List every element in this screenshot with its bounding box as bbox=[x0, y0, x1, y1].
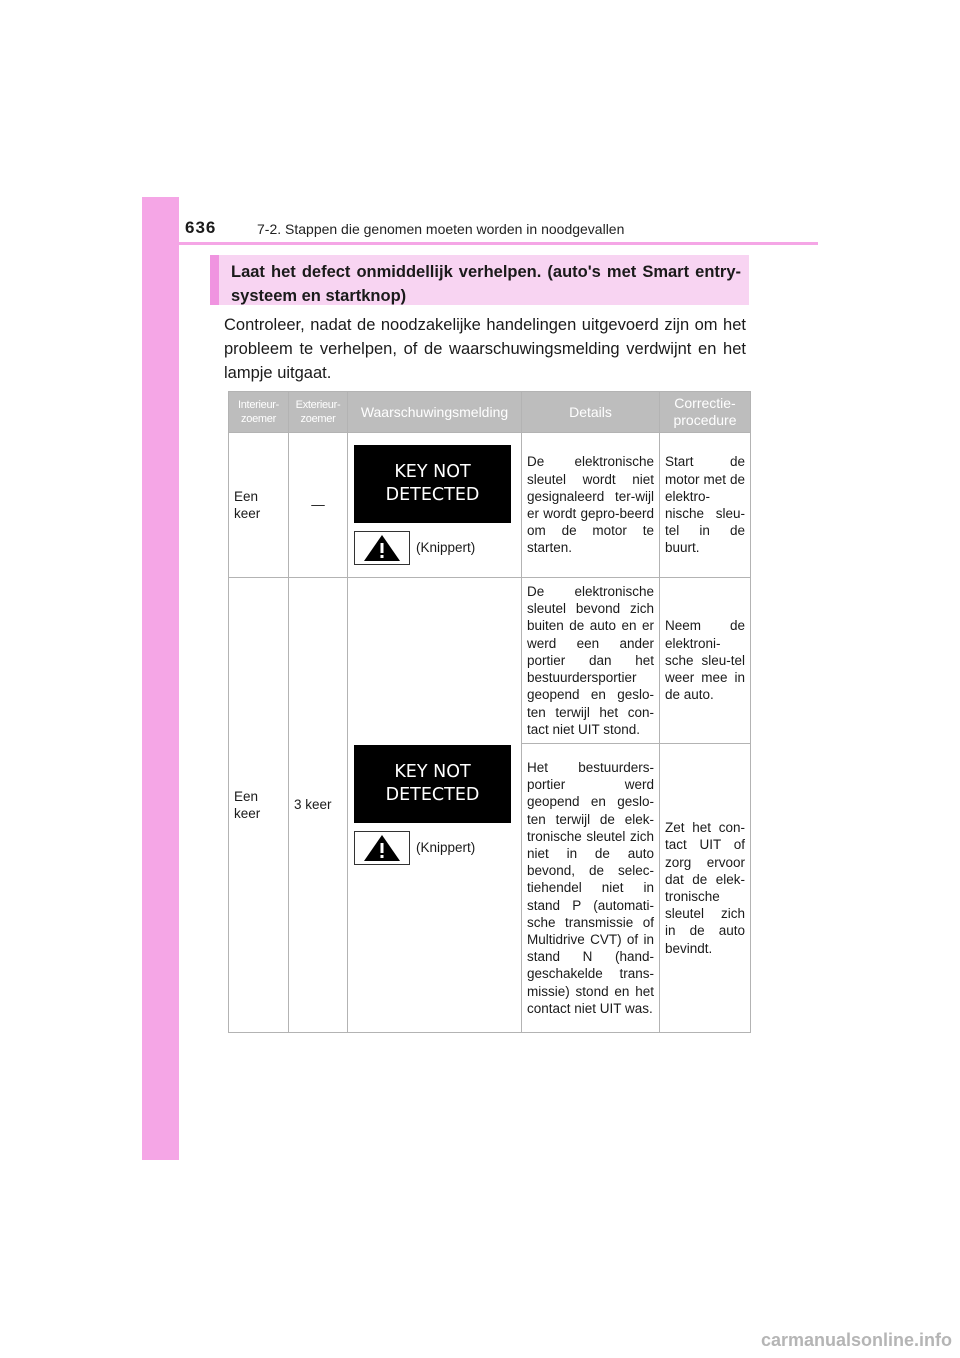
page-number: 636 bbox=[185, 218, 217, 237]
header-warning-message: Waarschuwingsmelding bbox=[348, 392, 522, 433]
blink-label: (Knippert) bbox=[416, 840, 476, 856]
side-band bbox=[142, 197, 179, 1160]
chapter-title: 7-2. Stappen die genomen moeten worden in noodgevallen bbox=[257, 221, 625, 237]
cell-warning-message bbox=[348, 578, 522, 1033]
table-header-row bbox=[229, 392, 751, 433]
cell-exterior-buzzer: 3 keer bbox=[289, 578, 348, 1033]
header-details: Details bbox=[522, 392, 660, 433]
header-exterior-buzzer: Exterieur-zoemer bbox=[289, 392, 348, 433]
cell-warning-message bbox=[348, 433, 522, 578]
cell-details: De elektronische sleutel wordt niet gesignaleerd ter-wijl er wordt gepro-beerd om de motor te starten. bbox=[522, 433, 660, 578]
cell-interior-buzzer: Een keer bbox=[229, 578, 289, 1033]
intro-paragraph: Controleer, nadat de noodzakelijke handelingen uitgevoerd zijn om het probleem te verhelpen, of de waarschuwingsmelding verdwijnt en het lampje uitgaat. bbox=[224, 316, 746, 382]
blink-indicator bbox=[354, 531, 521, 565]
cell-correction: Zet het con-tact UIT of zorg ervoor dat de elek-tronische sleutel zich in de auto bevindt. bbox=[660, 744, 751, 1033]
header-correction: Correctie-procedure bbox=[660, 392, 751, 433]
cell-exterior-buzzer: — bbox=[289, 433, 348, 578]
warning-message-table bbox=[228, 391, 751, 1033]
table-row bbox=[229, 578, 751, 744]
cell-correction: Start de motor met de elektro-nische sleu-tel in de buurt. bbox=[660, 433, 751, 578]
watermark: carmanualsonline.info bbox=[760, 1330, 952, 1350]
warning-triangle-icon bbox=[354, 831, 410, 865]
table-row bbox=[229, 433, 751, 578]
key-not-detected-display: KEY NOT DETECTED bbox=[354, 745, 511, 823]
warning-triangle-icon bbox=[354, 531, 410, 565]
blink-label: (Knippert) bbox=[416, 540, 476, 556]
cell-interior-buzzer: Een keer bbox=[229, 433, 289, 578]
cell-correction: Neem de elektroni-sche sleu-tel weer mee in de auto. bbox=[660, 578, 751, 744]
blink-indicator bbox=[354, 831, 521, 865]
key-not-detected-display: KEY NOT DETECTED bbox=[354, 445, 511, 523]
cell-details: Het bestuurders-portier werd geopend en geslo-ten terwijl de elek-tronische sleutel zich niet in de auto bevond, de selec-tiehendel niet in stand P (automati-sche transmissie of Multidrive CVT) of in stand N (hand-geschakelde trans-missie) stond en het contact niet UIT was. bbox=[522, 744, 660, 1033]
header-interior-buzzer: Interieur-zoemer bbox=[229, 392, 289, 433]
section-title: Laat het defect onmiddellijk verhelpen. (auto's met Smart entry-systeem en startknop) bbox=[210, 255, 749, 305]
header-rule bbox=[142, 242, 818, 245]
cell-details: De elektronische sleutel bevond zich buiten de auto en er werd een ander portier dan het bestuurdersportier geopend en geslo-ten terwijl het con-tact niet UIT stond. bbox=[522, 578, 660, 744]
